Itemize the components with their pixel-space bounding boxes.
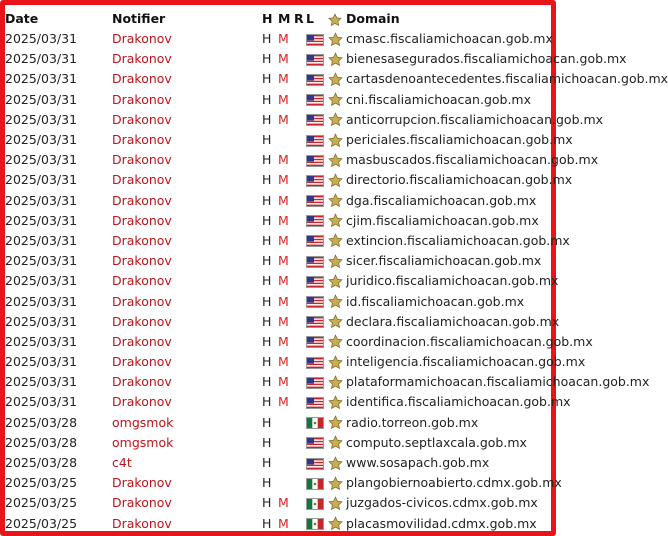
redefacement-flag: [294, 49, 306, 69]
column-date[interactable]: Date: [5, 11, 39, 27]
domain-link[interactable]: declara.fiscaliamichoacan.gob.mx: [346, 313, 560, 329]
redefacement-flag: [294, 150, 306, 170]
notifier-link[interactable]: omgsmok: [112, 434, 174, 450]
us-flag-icon: [306, 336, 324, 348]
location-cell: [306, 29, 328, 49]
domain-link[interactable]: cartasdenoantecedentes.fiscaliamichoacan.gob.mx: [346, 71, 668, 87]
redefacement-flag: [294, 170, 306, 190]
location-cell: [306, 493, 328, 513]
notifier-link[interactable]: Drakonov: [112, 132, 172, 148]
table-row[interactable]: [5, 311, 551, 331]
star-cell: [328, 473, 346, 493]
notifier-link[interactable]: Drakonov: [112, 253, 172, 269]
notifier-link[interactable]: Drakonov: [112, 354, 172, 370]
star-icon[interactable]: [328, 193, 343, 208]
table-row[interactable]: [5, 412, 551, 432]
us-flag-icon: [306, 397, 324, 409]
mass-flag: M: [278, 333, 289, 349]
star-icon[interactable]: [328, 456, 343, 471]
table-row[interactable]: [5, 372, 551, 392]
location-cell: [306, 89, 328, 109]
domain-link[interactable]: placasmovilidad.cdmx.gob.mx: [346, 515, 537, 531]
homepage-flag: H: [262, 333, 272, 349]
mexico-flag-icon: [306, 478, 324, 490]
domain-link[interactable]: inteligencia.fiscaliamichoacan.gob.mx: [346, 354, 586, 370]
location-cell: [306, 230, 328, 250]
notifier-link[interactable]: Drakonov: [112, 515, 172, 531]
row-date: 2025/03/31: [5, 232, 78, 248]
domain-link[interactable]: radio.torreon.gob.mx: [346, 414, 479, 430]
star-cell: [328, 49, 346, 69]
star-cell: [328, 412, 346, 432]
column-r[interactable]: R: [294, 11, 304, 27]
archive-table: [5, 11, 668, 533]
location-cell: [306, 150, 328, 170]
mass-flag: M: [278, 232, 289, 248]
row-date: 2025/03/28: [5, 455, 78, 471]
star-icon[interactable]: [328, 254, 343, 269]
domain-link[interactable]: identifica.fiscaliamichoacan.gob.mx: [346, 394, 571, 410]
mass-flag: M: [278, 51, 289, 67]
star-icon[interactable]: [328, 415, 343, 430]
table-row[interactable]: [5, 291, 551, 311]
table-row[interactable]: [5, 432, 551, 452]
table-row[interactable]: [5, 251, 551, 271]
star-cell: [328, 190, 346, 210]
row-date: 2025/03/31: [5, 91, 78, 107]
domain-link[interactable]: cni.fiscaliamichoacan.gob.mx: [346, 91, 532, 107]
star-cell: [328, 392, 346, 412]
notifier-link[interactable]: Drakonov: [112, 212, 172, 228]
mass-flag: M: [278, 31, 289, 47]
homepage-flag: H: [262, 71, 272, 87]
table-row[interactable]: [5, 129, 551, 149]
us-flag-icon: [306, 155, 324, 167]
star-icon[interactable]: [328, 314, 343, 329]
redefacement-flag: [294, 452, 306, 472]
notifier-link[interactable]: Drakonov: [112, 273, 172, 289]
redefacement-flag: [294, 69, 306, 89]
homepage-flag: H: [262, 192, 272, 208]
homepage-flag: H: [262, 31, 272, 47]
row-date: 2025/03/31: [5, 394, 78, 410]
us-flag-icon: [306, 114, 324, 126]
star-icon[interactable]: [328, 92, 343, 107]
star-icon[interactable]: [328, 52, 343, 67]
star-icon[interactable]: [328, 32, 343, 47]
star-cell: [328, 432, 346, 452]
redefacement-flag: [294, 109, 306, 129]
column-l[interactable]: L: [306, 11, 314, 27]
star-cell: [328, 69, 346, 89]
domain-link[interactable]: directorio.fiscaliamichoacan.gob.mx: [346, 172, 573, 188]
star-cell: [328, 452, 346, 472]
notifier-link[interactable]: Drakonov: [112, 31, 172, 47]
homepage-flag: H: [262, 253, 272, 269]
mass-flag: [278, 432, 294, 452]
homepage-flag: H: [262, 354, 272, 370]
row-date: 2025/03/31: [5, 253, 78, 269]
row-date: 2025/03/31: [5, 31, 78, 47]
notifier-link[interactable]: Drakonov: [112, 172, 172, 188]
redefacement-flag: [294, 493, 306, 513]
homepage-flag: H: [262, 111, 272, 127]
mass-flag: M: [278, 253, 289, 269]
mass-flag: M: [278, 374, 289, 390]
location-cell: [306, 352, 328, 372]
homepage-flag: H: [262, 394, 272, 410]
homepage-flag: H: [262, 273, 272, 289]
table-row[interactable]: [5, 392, 551, 412]
row-date: 2025/03/31: [5, 172, 78, 188]
domain-link[interactable]: id.fiscaliamichoacan.gob.mx: [346, 293, 525, 309]
star-cell: [328, 291, 346, 311]
domain-link[interactable]: juridico.fiscaliamichoacan.gob.mx: [346, 273, 559, 289]
domain-link[interactable]: juzgados-civicos.cdmx.gob.mx: [346, 495, 538, 511]
table-row[interactable]: [5, 352, 551, 372]
mass-flag: M: [278, 212, 289, 228]
row-date: 2025/03/31: [5, 192, 78, 208]
star-cell: [328, 331, 346, 351]
mexico-flag-icon: [306, 498, 324, 510]
location-cell: [306, 452, 328, 472]
location-cell: [306, 372, 328, 392]
star-icon[interactable]: [328, 476, 343, 491]
location-cell: [306, 331, 328, 351]
homepage-flag: H: [262, 414, 272, 430]
row-date: 2025/03/25: [5, 475, 78, 491]
location-cell: [306, 109, 328, 129]
homepage-flag: H: [262, 293, 272, 309]
column-star[interactable]: [328, 11, 346, 29]
location-cell: [306, 69, 328, 89]
notifier-link[interactable]: Drakonov: [112, 51, 172, 67]
homepage-flag: H: [262, 212, 272, 228]
table-row[interactable]: [5, 190, 551, 210]
homepage-flag: H: [262, 232, 272, 248]
star-icon[interactable]: [328, 153, 343, 168]
mass-flag: M: [278, 91, 289, 107]
notifier-link[interactable]: Drakonov: [112, 71, 172, 87]
mass-flag: M: [278, 152, 289, 168]
redefacement-flag: [294, 392, 306, 412]
homepage-flag: H: [262, 91, 272, 107]
mass-flag: M: [278, 71, 289, 87]
notifier-link[interactable]: Drakonov: [112, 475, 172, 491]
star-cell: [328, 251, 346, 271]
redefacement-flag: [294, 412, 306, 432]
star-icon[interactable]: [328, 355, 343, 370]
us-flag-icon: [306, 377, 324, 389]
star-icon[interactable]: [328, 112, 343, 127]
table-row[interactable]: [5, 513, 551, 533]
location-cell: [306, 513, 328, 533]
homepage-flag: H: [262, 172, 272, 188]
domain-link[interactable]: periciales.fiscaliamichoacan.gob.mx: [346, 132, 573, 148]
mass-flag: M: [278, 515, 289, 531]
redefacement-flag: [294, 311, 306, 331]
redefacement-flag: [294, 251, 306, 271]
domain-link[interactable]: coordinacion.fiscaliamichoacan.gob.mx: [346, 333, 593, 349]
location-cell: [306, 170, 328, 190]
row-date: 2025/03/31: [5, 51, 78, 67]
domain-link[interactable]: bienesasegurados.fiscaliamichoacan.gob.mx: [346, 51, 627, 67]
mass-flag: [278, 412, 294, 432]
location-cell: [306, 271, 328, 291]
location-cell: [306, 251, 328, 271]
table-row[interactable]: [5, 109, 551, 129]
mass-flag: [278, 452, 294, 472]
location-cell: [306, 291, 328, 311]
mass-flag: [278, 473, 294, 493]
notifier-link[interactable]: Drakonov: [112, 374, 172, 390]
redefacement-flag: [294, 89, 306, 109]
mass-flag: [278, 129, 294, 149]
row-date: 2025/03/31: [5, 111, 78, 127]
table-row[interactable]: [5, 473, 551, 493]
star-icon[interactable]: [328, 496, 343, 511]
mass-flag: M: [278, 172, 289, 188]
table-body: [5, 29, 668, 534]
star-cell: [328, 311, 346, 331]
table-header: [5, 11, 551, 29]
table-row[interactable]: [5, 150, 551, 170]
location-cell: [306, 473, 328, 493]
star-cell: [328, 210, 346, 230]
mass-flag: M: [278, 313, 289, 329]
redefacement-flag: [294, 129, 306, 149]
location-cell: [306, 412, 328, 432]
row-date: 2025/03/25: [5, 515, 78, 531]
column-notifier[interactable]: Notifier: [112, 11, 166, 27]
redefacement-flag: [294, 210, 306, 230]
notifier-link[interactable]: Drakonov: [112, 394, 172, 410]
table-row[interactable]: [5, 49, 551, 69]
us-flag-icon: [306, 296, 324, 308]
domain-link[interactable]: masbuscados.fiscaliamichoacan.gob.mx: [346, 152, 599, 168]
mass-flag: M: [278, 192, 289, 208]
row-date: 2025/03/31: [5, 212, 78, 228]
row-date: 2025/03/31: [5, 293, 78, 309]
star-cell: [328, 493, 346, 513]
notifier-link[interactable]: Drakonov: [112, 293, 172, 309]
notifier-link[interactable]: Drakonov: [112, 192, 172, 208]
table-row[interactable]: [5, 29, 551, 49]
location-cell: [306, 190, 328, 210]
table-row[interactable]: [5, 331, 551, 351]
row-date: 2025/03/31: [5, 313, 78, 329]
row-date: 2025/03/31: [5, 333, 78, 349]
mass-flag: M: [278, 354, 289, 370]
notifier-link[interactable]: omgsmok: [112, 414, 174, 430]
redefacement-flag: [294, 230, 306, 250]
mexico-flag-icon: [306, 417, 324, 429]
us-flag-icon: [306, 175, 324, 187]
homepage-flag: H: [262, 132, 272, 148]
star-cell: [328, 230, 346, 250]
mass-flag: M: [278, 394, 289, 410]
star-cell: [328, 150, 346, 170]
redefacement-flag: [294, 271, 306, 291]
redefacement-flag: [294, 331, 306, 351]
location-cell: [306, 129, 328, 149]
row-date: 2025/03/31: [5, 374, 78, 390]
table-row[interactable]: [5, 89, 551, 109]
redefacement-flag: [294, 473, 306, 493]
row-date: 2025/03/31: [5, 71, 78, 87]
star-icon[interactable]: [328, 334, 343, 349]
us-flag-icon: [306, 276, 324, 288]
us-flag-icon: [306, 74, 324, 86]
homepage-flag: H: [262, 455, 272, 471]
column-domain[interactable]: Domain: [346, 11, 400, 27]
redefacement-flag: [294, 513, 306, 533]
star-cell: [328, 29, 346, 49]
star-icon[interactable]: [328, 173, 343, 188]
notifier-link[interactable]: Drakonov: [112, 111, 172, 127]
redefacement-flag: [294, 372, 306, 392]
star-icon[interactable]: [328, 294, 343, 309]
homepage-flag: H: [262, 475, 272, 491]
domain-link[interactable]: dga.fiscaliamichoacan.gob.mx: [346, 192, 537, 208]
domain-link[interactable]: www.sosapach.gob.mx: [346, 455, 490, 471]
mass-flag: M: [278, 273, 289, 289]
notifier-link[interactable]: Drakonov: [112, 495, 172, 511]
redefacement-flag: [294, 352, 306, 372]
star-cell: [328, 170, 346, 190]
star-cell: [328, 109, 346, 129]
us-flag-icon: [306, 458, 324, 470]
star-cell: [328, 513, 346, 533]
mass-flag: M: [278, 111, 289, 127]
domain-link[interactable]: plataformamichoacan.fiscaliamichoacan.gob.mx: [346, 374, 650, 390]
location-cell: [306, 432, 328, 452]
notifier-link[interactable]: Drakonov: [112, 152, 172, 168]
location-cell: [306, 311, 328, 331]
star-icon[interactable]: [328, 233, 343, 248]
domain-link[interactable]: extincion.fiscaliamichoacan.gob.mx: [346, 232, 570, 248]
star-icon[interactable]: [328, 435, 343, 450]
table-row[interactable]: [5, 230, 551, 250]
us-flag-icon: [306, 94, 324, 106]
domain-link[interactable]: plangobiernoabierto.cdmx.gob.mx: [346, 475, 562, 491]
column-m[interactable]: M: [278, 11, 291, 27]
us-flag-icon: [306, 54, 324, 66]
domain-link[interactable]: cmasc.fiscaliamichoacan.gob.mx: [346, 31, 553, 47]
us-flag-icon: [306, 215, 324, 227]
mass-flag: M: [278, 495, 289, 511]
star-cell: [328, 271, 346, 291]
table-row[interactable]: [5, 69, 551, 89]
us-flag-icon: [306, 256, 324, 268]
row-date: 2025/03/31: [5, 273, 78, 289]
table-row[interactable]: [5, 210, 551, 230]
homepage-flag: H: [262, 434, 272, 450]
star-icon[interactable]: [328, 213, 343, 228]
us-flag-icon: [306, 316, 324, 328]
notifier-link[interactable]: Drakonov: [112, 333, 172, 349]
star-icon[interactable]: [328, 375, 343, 390]
redefacement-flag: [294, 291, 306, 311]
mexico-flag-icon: [306, 518, 324, 530]
column-h[interactable]: H: [262, 11, 273, 27]
row-date: 2025/03/31: [5, 152, 78, 168]
redefacement-flag: [294, 190, 306, 210]
us-flag-icon: [306, 437, 324, 449]
domain-link[interactable]: anticorrupcion.fiscaliamichoacan.gob.mx: [346, 111, 604, 127]
table-row[interactable]: [5, 452, 551, 472]
row-date: 2025/03/31: [5, 354, 78, 370]
row-date: 2025/03/31: [5, 132, 78, 148]
location-cell: [306, 49, 328, 69]
star-icon[interactable]: [328, 133, 343, 148]
homepage-flag: H: [262, 495, 272, 511]
location-cell: [306, 392, 328, 412]
table-row[interactable]: [5, 271, 551, 291]
us-flag-icon: [306, 195, 324, 207]
notifier-link[interactable]: c4t: [112, 455, 132, 471]
row-date: 2025/03/25: [5, 495, 78, 511]
domain-link[interactable]: cjim.fiscaliamichoacan.gob.mx: [346, 212, 539, 228]
row-date: 2025/03/28: [5, 414, 78, 430]
homepage-flag: H: [262, 152, 272, 168]
star-icon[interactable]: [328, 274, 343, 289]
location-cell: [306, 210, 328, 230]
star-icon[interactable]: [328, 395, 343, 410]
star-icon[interactable]: [328, 516, 343, 531]
mass-flag: M: [278, 293, 289, 309]
star-cell: [328, 129, 346, 149]
domain-link[interactable]: sicer.fiscaliamichoacan.gob.mx: [346, 253, 542, 269]
star-cell: [328, 352, 346, 372]
homepage-flag: H: [262, 313, 272, 329]
star-icon[interactable]: [328, 72, 343, 87]
us-flag-icon: [306, 235, 324, 247]
notifier-link[interactable]: Drakonov: [112, 232, 172, 248]
homepage-flag: H: [262, 374, 272, 390]
redefacement-flag: [294, 29, 306, 49]
notifier-link[interactable]: Drakonov: [112, 91, 172, 107]
us-flag-icon: [306, 34, 324, 46]
star-icon: [328, 13, 342, 27]
homepage-flag: H: [262, 51, 272, 67]
redefacement-flag: [294, 432, 306, 452]
row-date: 2025/03/28: [5, 434, 78, 450]
homepage-flag: H: [262, 515, 272, 531]
domain-link[interactable]: computo.septlaxcala.gob.mx: [346, 434, 527, 450]
table-row[interactable]: [5, 170, 551, 190]
star-cell: [328, 89, 346, 109]
us-flag-icon: [306, 135, 324, 147]
star-cell: [328, 372, 346, 392]
us-flag-icon: [306, 357, 324, 369]
notifier-link[interactable]: Drakonov: [112, 313, 172, 329]
table-row[interactable]: [5, 493, 551, 513]
